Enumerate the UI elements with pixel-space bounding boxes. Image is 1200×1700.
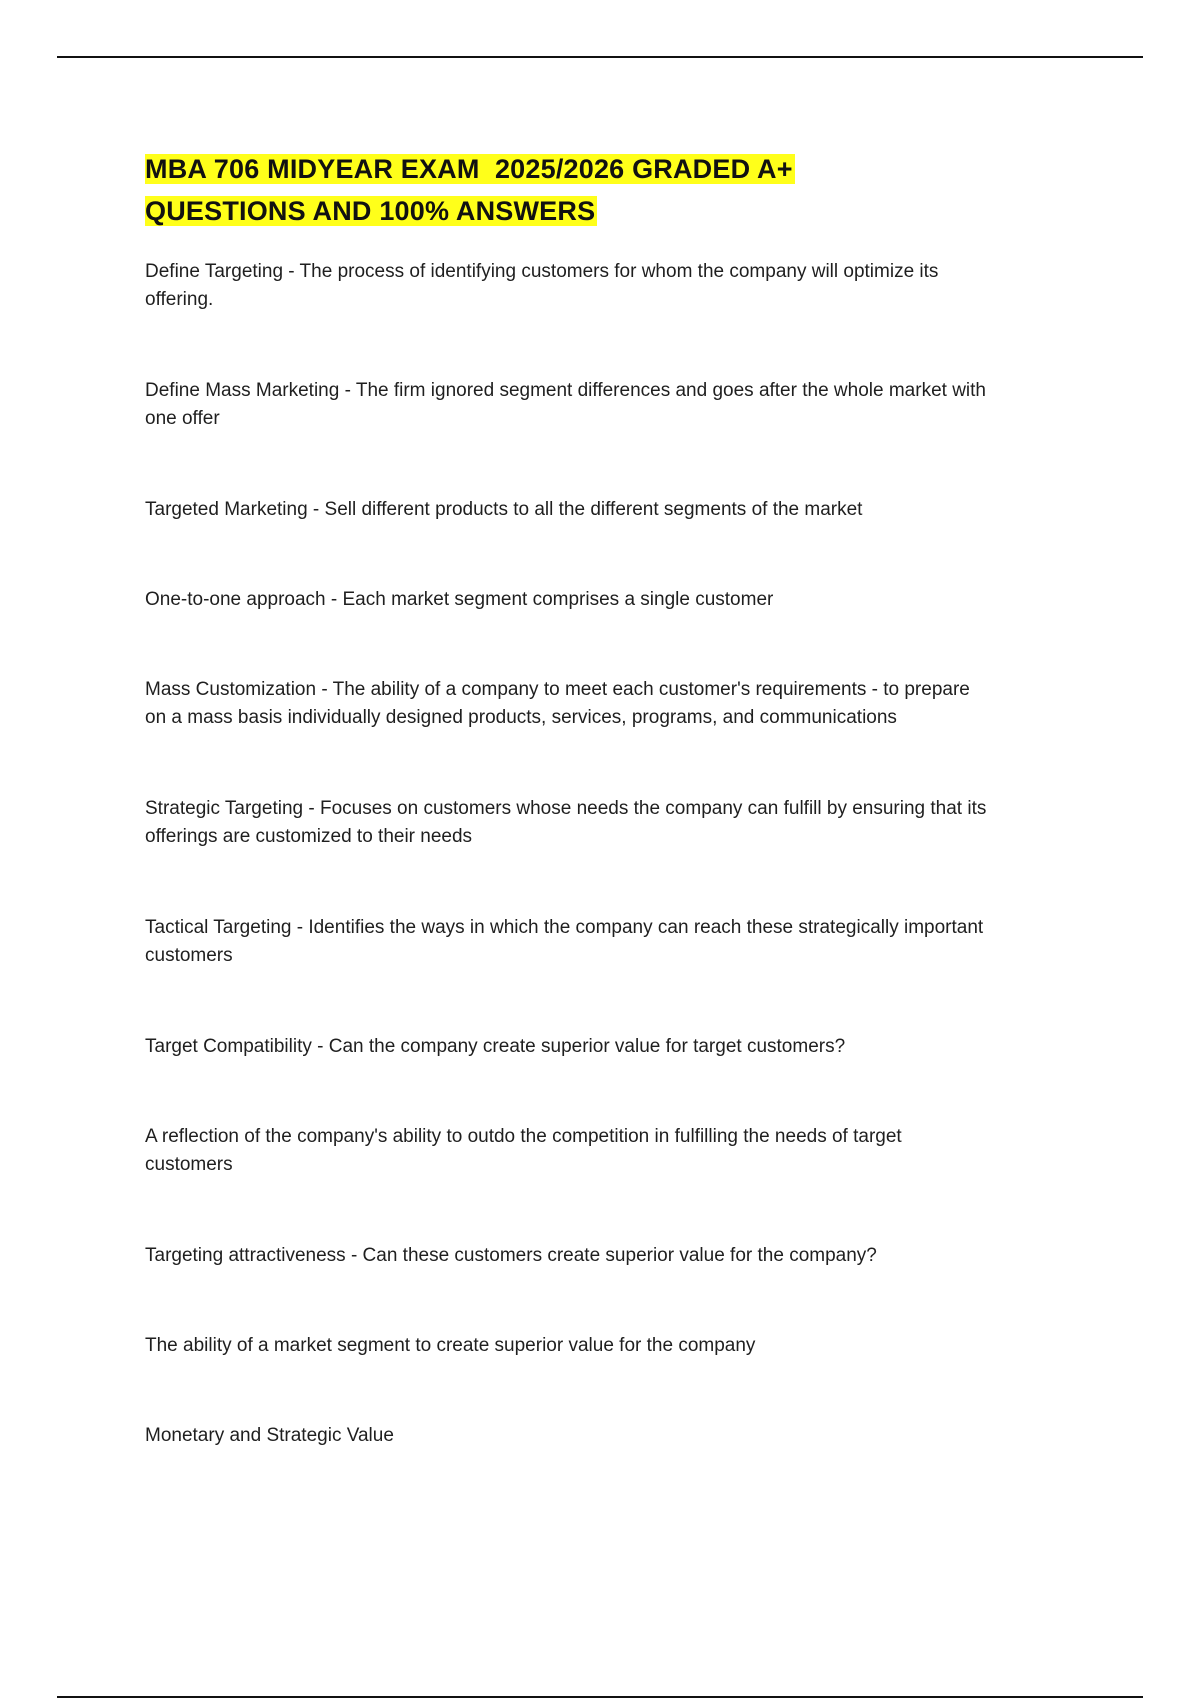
qa-entry-target-compatibility: Target Compatibility - Can the company create superior value for target customers? — [145, 1036, 846, 1057]
qa-entry-tactical-targeting: Tactical Targeting - Identifies the ways in which the company can reach these strategically important customers — [145, 917, 984, 966]
document-body — [145, 148, 1065, 1512]
qa-list — [145, 258, 1065, 1450]
qa-entry-targeting-attractiveness: Targeting attractiveness - Can these customers create superior value for the company? — [145, 1245, 877, 1266]
title-line-1: MBA 706 MIDYEAR EXAM 2025/2026 GRADED A+ — [145, 154, 793, 184]
qa-entry-one-to-one: One-to-one approach - Each market segment comprises a single customer — [145, 589, 774, 610]
document-title — [145, 148, 1065, 232]
title-line-2: QUESTIONS AND 100% ANSWERS — [145, 196, 596, 226]
qa-entry-segment-ability: The ability of a market segment to create superior value for the company — [145, 1335, 756, 1356]
header-rule — [57, 56, 1143, 58]
qa-entry-reflection: A reflection of the company's ability to outdo the competition in fulfilling the needs of target customers — [145, 1126, 902, 1175]
footer-rule — [57, 1696, 1143, 1698]
qa-entry-targeted-marketing: Targeted Marketing - Sell different products to all the different segments of the market — [145, 499, 863, 520]
qa-entry-define-mass-marketing: Define Mass Marketing - The firm ignored segment differences and goes after the whole market with one offer — [145, 380, 986, 429]
qa-entry-define-targeting: Define Targeting - The process of identifying customers for whom the company will optimize its offering. — [145, 261, 939, 310]
qa-entry-monetary-strategic: Monetary and Strategic Value — [145, 1425, 394, 1446]
qa-entry-strategic-targeting: Strategic Targeting - Focuses on customers whose needs the company can fulfill by ensuring that its offerings are customized to their needs — [145, 798, 987, 847]
qa-entry-mass-customization: Mass Customization - The ability of a company to meet each customer's requirements - to prepare on a mass basis individually designed products, services, programs, and communications — [145, 679, 970, 728]
